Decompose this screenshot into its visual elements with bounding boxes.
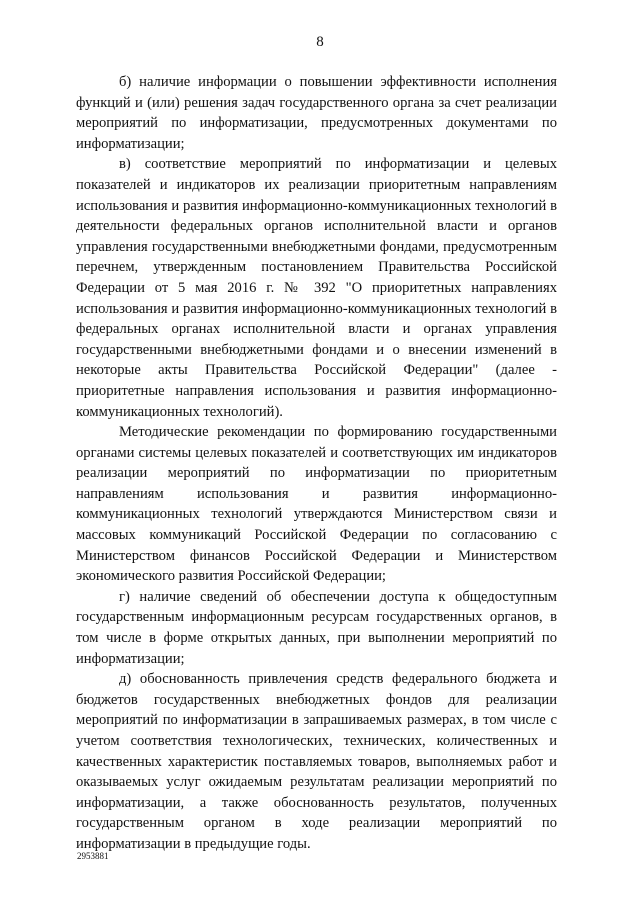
paragraph-g: г) наличие сведений об обеспечении доступа к общедоступным государственным информационным ресурсам государственных органов, в том числе в форме открытых данных, при выполнении мероприятий по информатизации;: [76, 588, 557, 667]
paragraph-v: в) соответствие мероприятий по информатизации и целевых показателей и индикаторов их реализации приоритетным направлениям использования и развития информационно-коммуникационных технологий в деятельности федеральных органов исполнительной власти и органов управления государственными внебюджетными фондами, предусмотренным перечнем, утвержденным постановлением Правительства Российской Федерации от 5 мая 2016 г. № 392 "О приоритетных направлениях использования и развития информационно-коммуникационных технологий в федеральных органах исполнительной власти и органах управления государственными внебюджетными фондами и о внесении изменений в некоторые акты Правительства Российской Федерации" (далее - приоритетные направления использования и развития информационно-коммуникационных технологий).: [76, 156, 557, 420]
document-id: 2953881: [77, 851, 109, 861]
paragraph-methodical-recommendations: Методические рекомендации по формированию государственными органами системы целевых показателей и соответствующих им индикаторов реализации мероприятий по информатизации по приоритетным направлениям использования и развития информационно-коммуникационных технологий утверждаются Министерством связи и массовых коммуникаций Российской Федерации по согласованию с Министерством финансов Российской Федерации и Министерством экономического развития Российской Федерации;: [76, 424, 557, 585]
paragraph-d: д) обоснованность привлечения средств федерального бюджета и бюджетов государственных внебюджетных фондов для реализации мероприятий по информатизации в запрашиваемых размерах, в том числе с учетом соответствия технологических, технических, количественных и качественных характеристик поставляемых товаров, выполняемых работ и оказываемых услуг ожидаемым результатам реализации мероприятий по информатизации, а также обоснованность результатов, полученных государственным органом в ходе реализации мероприятий по информатизации в предыдущие годы.: [76, 671, 557, 852]
page-number: 8: [316, 34, 324, 50]
paragraph-b: б) наличие информации о повышении эффективности исполнения функций и (или) решения задач государственного органа за счет реализации мероприятий по информатизации, предусмотренных документами по информатизации;: [76, 74, 557, 152]
document-body: [76, 72, 557, 855]
